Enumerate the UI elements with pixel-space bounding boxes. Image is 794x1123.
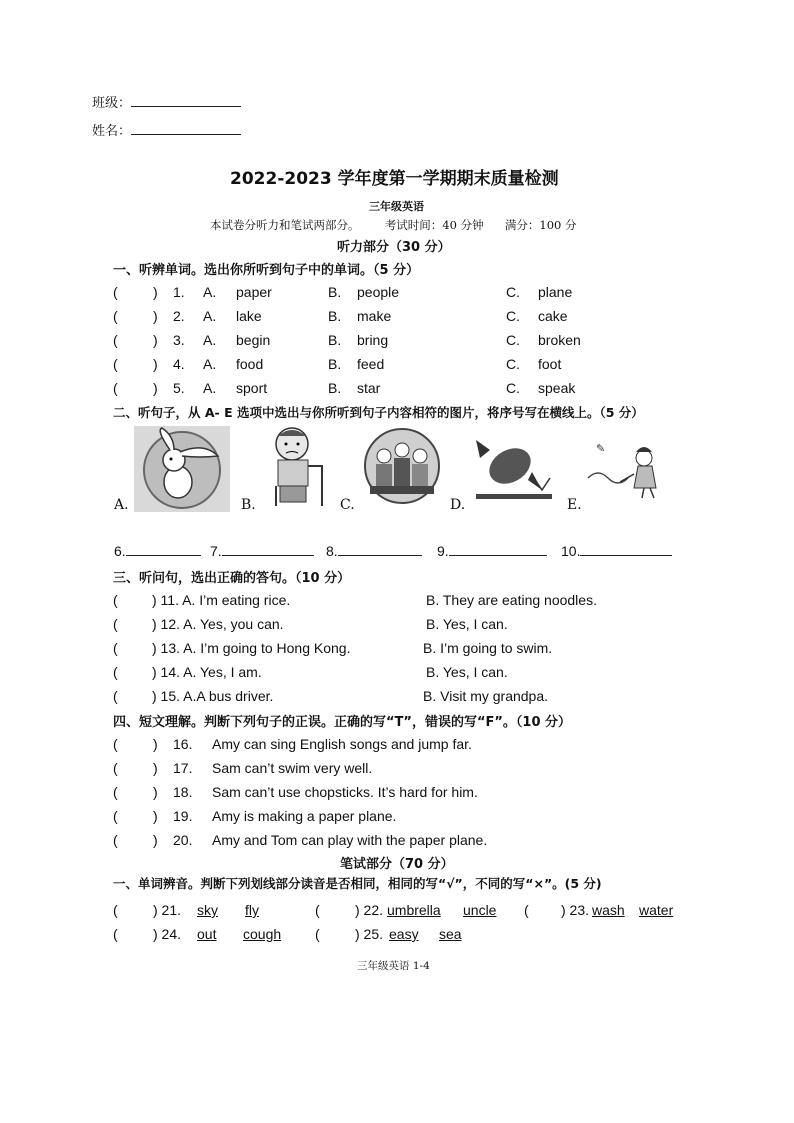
option-a-label: A. xyxy=(203,284,217,300)
option-a-label: A. xyxy=(203,332,217,348)
statement-text: Sam can’t use chopsticks. It’s hard for him. xyxy=(212,784,478,800)
option-c: broken xyxy=(538,332,581,348)
paren-close: ) xyxy=(153,380,158,396)
item-number: ) 21. xyxy=(153,902,182,918)
option-b: people xyxy=(357,284,400,300)
page-title: 2022-2023 学年度第一学期期末质量检测 xyxy=(230,169,559,189)
option-c-label: C. xyxy=(506,380,520,396)
candy-picture xyxy=(470,436,556,500)
blank-number: 8. xyxy=(326,543,338,559)
sick-boy-picture xyxy=(262,426,330,510)
name-blank[interactable] xyxy=(131,122,241,135)
list-item xyxy=(113,736,472,752)
option-a: lake xyxy=(236,308,262,324)
item-number: 19. xyxy=(173,808,193,824)
item-number: 17. xyxy=(173,760,193,776)
option-c: speak xyxy=(538,380,576,396)
phonics-row xyxy=(113,902,713,922)
option-b: feed xyxy=(357,356,385,372)
statement-text: Amy and Tom can play with the paper plane. xyxy=(212,832,488,848)
question-option-a: ) 15. A.A bus driver. xyxy=(152,688,274,704)
svg-text:✎: ✎ xyxy=(596,442,606,455)
option-c-label: C. xyxy=(506,284,520,300)
option-c: plane xyxy=(538,284,573,300)
word: cough xyxy=(243,926,282,942)
list-item xyxy=(113,640,553,656)
question-option-a: ) 11. A. I’m eating rice. xyxy=(152,592,291,608)
paren-close: ) xyxy=(153,332,158,348)
list-item xyxy=(113,760,373,776)
listening-header: 听力部分（30 分） xyxy=(337,240,451,255)
option-b: B. Yes, I can. xyxy=(426,664,508,680)
word: sea xyxy=(439,926,462,942)
option-b: star xyxy=(357,380,381,396)
page-subtitle: 三年级英语 xyxy=(369,200,424,213)
item-number: ) 23. xyxy=(561,902,590,918)
statement-text: Amy is making a paper plane. xyxy=(212,808,397,824)
answer-paren[interactable]: ( xyxy=(113,784,118,800)
answer-paren[interactable]: ( xyxy=(113,760,118,776)
list-item xyxy=(113,832,488,848)
answer-paren[interactable]: ( xyxy=(113,592,118,608)
answer-paren[interactable]: ( xyxy=(524,902,529,918)
option-a-label: A. xyxy=(203,308,217,324)
item-number: 20. xyxy=(173,832,193,848)
item-number: 5. xyxy=(173,380,185,396)
option-b-label: B. xyxy=(328,308,342,324)
option-a-label: A. xyxy=(203,380,217,396)
class-label: 班级： xyxy=(92,96,132,111)
option-b-label: B. xyxy=(328,380,342,396)
option-b: bring xyxy=(357,332,389,348)
option-a: sport xyxy=(236,380,268,396)
item-number: 4. xyxy=(173,356,185,372)
paren-close: ) xyxy=(153,736,158,752)
word: fly xyxy=(245,902,259,918)
item-number: ) 25. xyxy=(355,926,384,942)
option-a: begin xyxy=(236,332,271,348)
list-item xyxy=(113,380,576,396)
list-item xyxy=(113,284,573,300)
girl-writing-picture xyxy=(584,438,670,500)
section4-title: 四、短文理解。判断下列句子的正误。正确的写“T”，错误的写“F”。（10 分） xyxy=(113,715,572,730)
blank-10[interactable] xyxy=(561,543,672,559)
pic-label-e: E. xyxy=(567,497,582,513)
option-b-label: B. xyxy=(328,284,342,300)
pic-label-d: D. xyxy=(450,497,466,513)
list-item xyxy=(113,308,568,324)
answer-paren[interactable]: ( xyxy=(113,664,118,680)
item-number: ) 22. xyxy=(355,902,384,918)
answer-paren[interactable]: ( xyxy=(113,308,118,324)
option-c: cake xyxy=(538,308,568,324)
list-item xyxy=(113,592,597,608)
blank-number: 6. xyxy=(114,543,126,559)
word: sky xyxy=(197,902,218,918)
item-number: 16. xyxy=(173,736,193,752)
pic-label-b: B. xyxy=(241,497,256,513)
option-a: paper xyxy=(236,284,272,300)
list-item xyxy=(113,784,478,800)
exam-info xyxy=(210,217,577,233)
option-c: foot xyxy=(538,356,562,372)
list-item xyxy=(113,664,508,680)
blank-number: 7. xyxy=(210,543,222,559)
word: wash xyxy=(592,902,625,918)
word: out xyxy=(197,926,217,942)
list-item xyxy=(113,356,562,372)
answer-paren[interactable]: ( xyxy=(113,926,118,942)
option-b-label: B. xyxy=(328,356,342,372)
answer-paren[interactable]: ( xyxy=(113,380,118,396)
family-picture xyxy=(362,428,442,504)
name-label: 姓名： xyxy=(92,124,132,139)
item-number: 1. xyxy=(173,284,185,300)
rabbit-picture xyxy=(134,426,230,512)
list-item xyxy=(113,808,397,824)
section1-title: 一、听辨单词。选出你所听到句子中的单词。（5 分） xyxy=(113,263,420,278)
blank-9[interactable] xyxy=(437,543,547,559)
option-c-label: C. xyxy=(506,308,520,324)
answer-paren[interactable]: ( xyxy=(113,832,118,848)
answer-paren[interactable]: ( xyxy=(113,736,118,752)
exam-score: 满分：100 分 xyxy=(504,218,577,232)
blank-6[interactable] xyxy=(114,543,201,559)
answer-paren[interactable]: ( xyxy=(113,640,118,656)
option-c-label: C. xyxy=(506,356,520,372)
written-header: 笔试部分（70 分） xyxy=(340,857,454,872)
answer-paren[interactable]: ( xyxy=(315,926,320,942)
paren-close: ) xyxy=(153,784,158,800)
item-number: 2. xyxy=(173,308,185,324)
section3-title: 三、听问句，选出正确的答句。（10 分） xyxy=(113,571,351,586)
class-field xyxy=(92,92,241,111)
option-b: B. Yes, I can. xyxy=(426,616,508,632)
option-a: food xyxy=(236,356,264,372)
question-option-a: ) 13. A. I’m going to Hong Kong. xyxy=(152,640,351,656)
answer-paren[interactable]: ( xyxy=(113,332,118,348)
paren-close: ) xyxy=(153,356,158,372)
option-c-label: C. xyxy=(506,332,520,348)
phonics-row xyxy=(113,926,713,946)
word: water xyxy=(639,902,674,918)
section5-title: 一、单词辨音。判断下列划线部分读音是否相同，相同的写“√”，不同的写“×”。(5 分) xyxy=(113,876,602,891)
list-item xyxy=(113,616,508,632)
item-number: ) 24. xyxy=(153,926,182,942)
answer-paren[interactable]: ( xyxy=(113,616,118,632)
item-number: 3. xyxy=(173,332,185,348)
option-a-label: A. xyxy=(203,356,217,372)
paren-close: ) xyxy=(153,308,158,324)
answer-paren[interactable]: ( xyxy=(315,902,320,918)
answer-paren[interactable]: ( xyxy=(113,902,118,918)
item-number: 18. xyxy=(173,784,193,800)
statement-text: Amy can sing English songs and jump far. xyxy=(212,736,472,752)
option-b: make xyxy=(357,308,392,324)
paren-close: ) xyxy=(153,808,158,824)
exam-time: 考试时间：40 分钟 xyxy=(384,218,484,232)
section2-title: 二、听句子，从 A- E 选项中选出与你所听到句子内容相符的图片，将序号写在横线上。（5 分） xyxy=(113,405,644,420)
word: umbrella xyxy=(387,902,441,918)
blank-8[interactable] xyxy=(326,543,422,559)
option-b: B. I’m going to swim. xyxy=(423,640,553,656)
question-option-a: ) 14. A. Yes, I am. xyxy=(152,664,262,680)
answer-paren[interactable]: ( xyxy=(113,356,118,372)
pic-label-a: A. xyxy=(114,497,129,513)
question-option-a: ) 12. A. Yes, you can. xyxy=(152,616,284,632)
option-b-label: B. xyxy=(328,332,342,348)
class-blank[interactable] xyxy=(131,94,241,107)
answer-paren[interactable]: ( xyxy=(113,688,118,704)
list-item xyxy=(113,332,581,348)
word: uncle xyxy=(463,902,497,918)
blank-number: 10. xyxy=(561,543,581,559)
pic-label-c: C. xyxy=(340,497,355,513)
exam-parts: 本试卷分听力和笔试两部分。 xyxy=(210,218,360,232)
option-b: B. They are eating noodles. xyxy=(426,592,597,608)
option-b: B. Visit my grandpa. xyxy=(423,688,549,704)
word: easy xyxy=(389,926,419,942)
paren-close: ) xyxy=(153,832,158,848)
answer-paren[interactable]: ( xyxy=(113,808,118,824)
statement-text: Sam can’t swim very well. xyxy=(212,760,373,776)
page-footer: 三年级英语 1-4 xyxy=(357,960,430,972)
paren-close: ) xyxy=(153,760,158,776)
answer-paren[interactable]: ( xyxy=(113,284,118,300)
name-field xyxy=(92,120,241,139)
paren-close: ) xyxy=(153,284,158,300)
blank-7[interactable] xyxy=(210,543,314,559)
list-item xyxy=(113,688,549,704)
blank-number: 9. xyxy=(437,543,449,559)
